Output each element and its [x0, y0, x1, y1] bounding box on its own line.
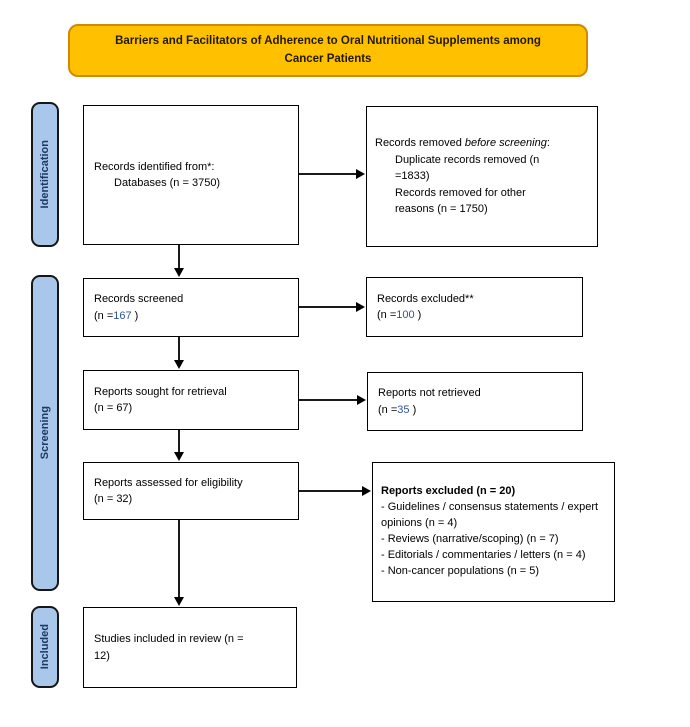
reports-sought-line1: Reports sought for retrieval	[94, 385, 227, 398]
reports-assessed-line2: (n = 32)	[94, 493, 133, 505]
arrow-assessed-to-included-head-icon	[174, 597, 184, 606]
reports-excluded-reason-2: - Reviews (narrative/scoping) (n = 7)	[381, 533, 559, 545]
reports-sought-box	[83, 370, 299, 430]
records-excluded-count	[377, 307, 574, 324]
records-removed-heading-prefix: Records removed	[375, 137, 465, 150]
arrow-identified-to-screened-line	[178, 245, 180, 269]
arrow-screened-to-sought-head-icon	[174, 360, 184, 369]
diagram-title-banner	[68, 24, 588, 77]
records-excluded-line1: Records excluded**	[377, 292, 474, 305]
arrow-identified-to-screened-head-icon	[174, 268, 184, 277]
stage-identification	[31, 102, 59, 247]
arrow-identified-to-removed-line	[299, 173, 357, 175]
records-removed-heading-suffix: :	[546, 137, 550, 150]
records-identified-box	[83, 105, 299, 245]
reports-sought-line2: (n = 67)	[94, 402, 133, 414]
reports-not-retrieved-line1: Reports not retrieved	[378, 387, 481, 399]
reports-not-retrieved-count	[378, 402, 574, 419]
records-screened-box	[83, 278, 299, 337]
arrow-identified-to-removed-head-icon	[356, 169, 365, 179]
studies-included-line2: 12)	[94, 649, 110, 662]
reports-excluded-reason-4: - Non-cancer populations (n = 5)	[381, 564, 540, 577]
records-excluded-box	[366, 277, 583, 337]
stage-screening-label: Screening	[39, 406, 51, 460]
reports-excluded-box	[372, 462, 615, 602]
records-identified-line1: Records identified from*:	[94, 160, 215, 173]
records-removed-item1-line1: Duplicate records removed (n	[395, 153, 540, 166]
reports-not-retrieved-n-prefix: (n =	[378, 403, 398, 416]
reports-excluded-reason-1: - Guidelines / consensus statements / expert opinions (n = 4)	[381, 501, 602, 530]
reports-assessed-box	[83, 462, 299, 520]
stage-included-label: Included	[39, 624, 51, 670]
arrow-screened-to-excluded-head-icon	[356, 302, 365, 312]
records-excluded-n-prefix: (n =	[377, 309, 397, 321]
arrow-assessed-to-included-line	[178, 520, 180, 598]
records-removed-heading	[375, 135, 592, 152]
reports-assessed-line1: Reports assessed for eligibility	[94, 476, 243, 489]
records-identified-line2: Databases (n = 3750)	[114, 177, 221, 189]
records-screened-n-prefix: (n =	[94, 309, 114, 322]
records-screened-n-value: 167	[113, 309, 132, 322]
arrow-screened-to-sought-line	[178, 337, 180, 361]
diagram-title: Barriers and Facilitators of Adherence to Oral Nutritional Supplements among Cancer Patients	[115, 35, 541, 65]
records-screened-line1: Records screened	[94, 293, 184, 305]
records-removed-item2-line1: Records removed for other	[395, 186, 526, 199]
reports-excluded-heading: Reports excluded (n = 20)	[381, 485, 516, 498]
records-removed-item1-line2: =1833)	[395, 170, 430, 183]
reports-not-retrieved-box	[367, 372, 583, 431]
arrow-assessed-to-excluded-head-icon	[362, 486, 371, 496]
stage-identification-label: Identification	[39, 140, 51, 209]
studies-included-line1: Studies included in review (n =	[94, 633, 244, 645]
records-removed-box	[366, 106, 598, 247]
arrow-sought-to-assessed-head-icon	[174, 452, 184, 461]
arrow-sought-to-notretrieved-line	[299, 399, 358, 401]
records-removed-heading-italic: before screening	[464, 137, 547, 150]
stage-included	[31, 606, 59, 688]
arrow-screened-to-excluded-line	[299, 306, 357, 308]
arrow-sought-to-notretrieved-head-icon	[357, 395, 366, 405]
stage-screening	[31, 275, 59, 591]
records-excluded-n-suffix: )	[414, 309, 422, 321]
records-screened-n-suffix: )	[131, 309, 139, 322]
records-removed-item2-line2: reasons (n = 1750)	[395, 203, 488, 216]
arrow-assessed-to-excluded-line	[299, 490, 363, 492]
records-screened-count	[94, 308, 290, 325]
reports-excluded-reason-3: - Editorials / commentaries / letters (n = 4)	[381, 548, 586, 561]
arrow-sought-to-assessed-line	[178, 430, 180, 453]
reports-not-retrieved-n-suffix: )	[409, 403, 417, 416]
records-excluded-n-value: 100	[396, 309, 415, 321]
studies-included-box	[83, 607, 297, 688]
reports-not-retrieved-n-value: 35	[397, 403, 410, 416]
